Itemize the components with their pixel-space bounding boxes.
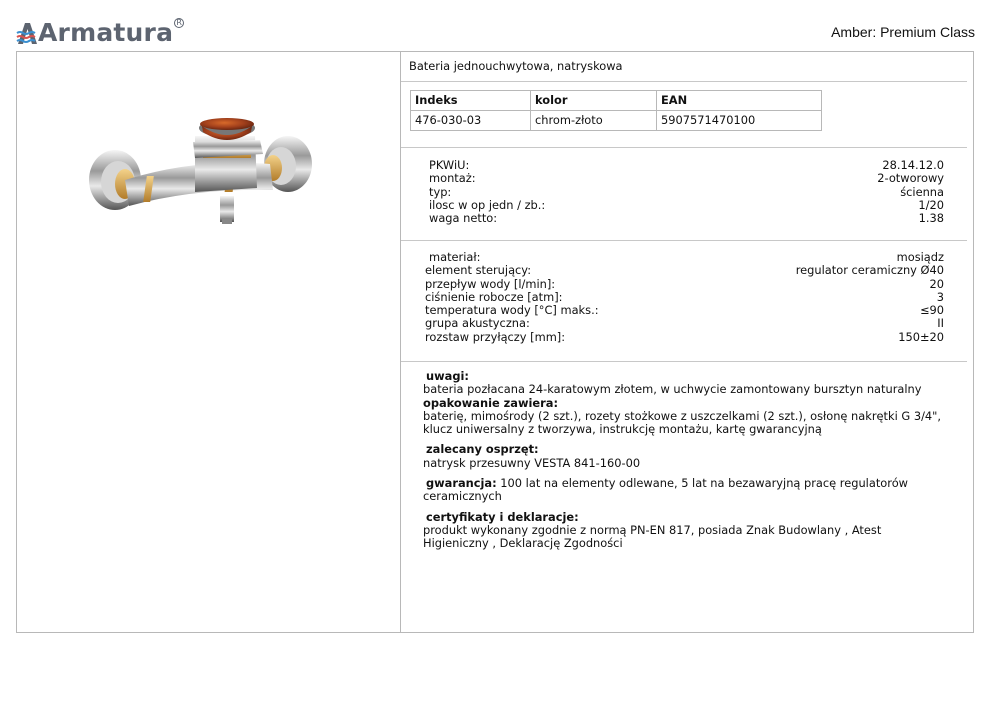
column-header-color: kolor [531,91,657,111]
product-image-pane [17,52,401,632]
spec-row [425,331,944,344]
accessories-heading: zalecany osprzęt: [426,442,539,457]
spec-value: 1/20 [918,197,944,212]
spec-value: ≤90 [919,303,944,318]
notes-block-warranty [423,477,949,504]
spec-row [429,186,944,199]
certificates-text: produkt wykonany zgodnie z normą PN-EN 817, posiada Znak Budowlany , Atest Higieniczny , Deklarację Zgodności [423,522,882,551]
certificates-heading: certyfikaty i deklaracje: [426,509,579,524]
spec-label: grupa akustyczna: [425,316,530,331]
package-heading: opakowanie zawiera: [423,395,559,410]
spec-row [429,172,944,185]
product-table [410,90,822,131]
ean-cell: 5907571470100 [657,111,822,131]
notes-block-accessories [423,443,949,470]
spec-label: element sterujący: [425,263,532,278]
column-header-index: Indeks [411,91,531,111]
spec-value: II [937,316,944,331]
spec-label: waga netto: [429,211,498,226]
spec-row [425,278,944,291]
spec-row [425,291,944,304]
index-cell: 476-030-03 [411,111,531,131]
table-row [411,111,822,131]
spec-label: ciśnienie robocze [atm]: [425,289,563,304]
spec-value: 2-otworowy [877,171,944,186]
warranty-text: 100 lat na elementy odlewane, 5 lat na bezawaryjną pracę regulatorów ceramicznych [423,476,908,504]
spec-value: 20 [929,276,944,291]
notes-block-certificates [423,511,949,551]
accessories-text: natrysk przesuwny VESTA 841-160-00 [423,455,641,470]
spec-row [429,159,944,172]
color-cell: chrom-złoto [531,111,657,131]
spec-value: ścienna [900,184,944,199]
divider [401,147,967,148]
divider [401,240,967,241]
spec-label: ilosc w op jedn / zb.: [429,197,546,212]
brand-logo [16,18,184,48]
warranty-heading: gwarancja: [426,476,497,491]
product-card [16,51,974,633]
spec-value: 3 [936,289,944,304]
spec-label: montaż: [429,171,476,186]
spec-label: materiał: [429,250,481,264]
spec-value: 1.38 [918,211,944,226]
spec-list-technical [425,251,944,344]
notes-section [423,370,949,558]
package-text: baterię, mimośrody (2 szt.), rozety stożkowe z uszczelkami (2 szt.), osłonę nakrętki G 3/4", klucz uniwersalny z tworzywa, instrukcję montażu, kartę gwarancyjną [423,408,942,437]
remarks-text: bateria pozłacana 24-karatowym złotem, w uchwycie zamontowany bursztyn naturalny [423,382,922,397]
notes-block-package [423,397,949,437]
column-header-ean: EAN [657,91,822,111]
notes-block-remarks [423,370,949,397]
spec-row [429,212,944,225]
registered-mark-icon: R [174,18,184,28]
spec-row [425,317,944,330]
spec-label: PKWiU: [429,158,470,172]
remarks-heading: uwagi: [426,369,469,383]
spec-list-general [429,159,944,225]
logo-waves-icon [16,20,38,46]
spec-label: przepływ wody [l/min]: [425,276,556,291]
divider [401,361,967,362]
spec-row [425,304,944,317]
spec-label: rozstaw przyłączy [mm]: [425,329,566,344]
spec-value: 28.14.12.0 [882,158,944,172]
spec-value: regulator ceramiczny Ø40 [795,263,944,278]
spec-row [425,251,944,264]
divider [401,81,967,82]
spec-row [425,264,944,277]
spec-label: typ: [429,184,452,199]
series-label: Amber: Premium Class [831,24,975,40]
spec-row [429,199,944,212]
product-info-pane [401,52,973,632]
product-title: Bateria jednouchwytowa, natryskowa [409,59,623,73]
table-header-row [411,91,822,111]
spec-label: temperatura wody [°C] maks.: [425,303,599,318]
logo-text: Armatura [38,18,174,47]
spec-value: 150±20 [898,329,944,344]
faucet-image [85,118,315,233]
spec-value: mosiądz [896,250,944,264]
